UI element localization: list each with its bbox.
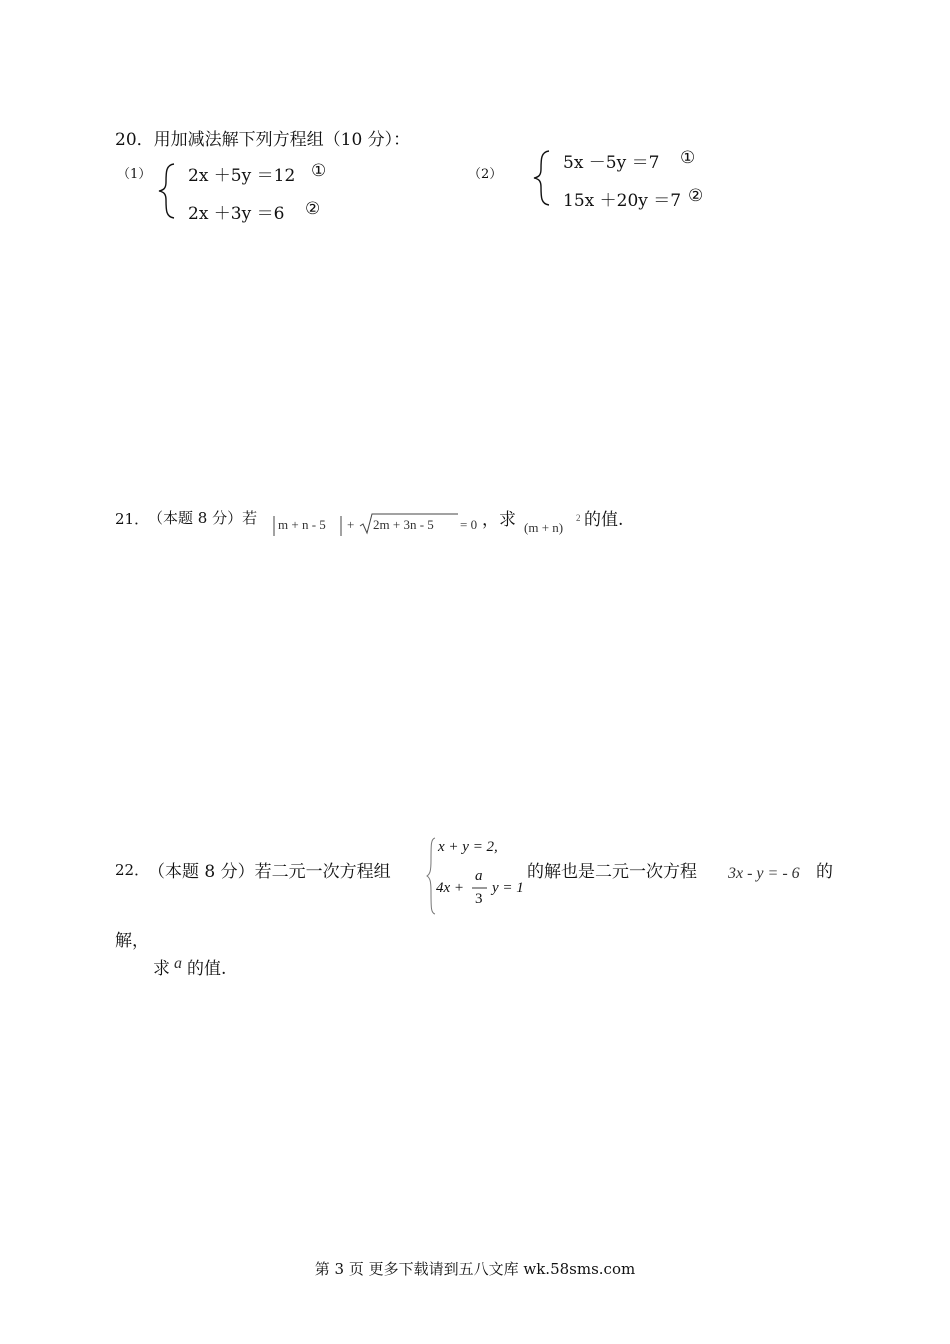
q21-plus: + [347, 517, 355, 532]
q20-part1-eq2-mark: ② [305, 199, 321, 219]
q22-line3-prefix: 求 [153, 959, 170, 979]
q22-fraction-denominator: 3 [475, 891, 483, 907]
q20-part1-eq1: 2x ＋5y ＝12 [188, 166, 296, 186]
q22-end-text: 的 [816, 862, 833, 882]
q22-system-eq1: x + y = 2, [438, 839, 498, 855]
q22-equation: 3x - y = - 6 [728, 865, 800, 882]
q22-line3-var: a [174, 955, 182, 972]
page-footer: 第 3 页 更多下载请到五八文库 wk.58sms.com [314, 1260, 636, 1278]
q22-fraction-bar [472, 887, 488, 889]
q21-abs-expr: m + n - 5 [278, 517, 326, 532]
q22-fraction-numerator: a [475, 868, 483, 884]
q22-points: （本题 8 分）若二元一次方程组 [148, 862, 391, 882]
q21-number: 21． [115, 510, 150, 528]
q21-tail: 的值. [584, 510, 624, 530]
q21-target-exponent: 2 [576, 513, 581, 523]
q21-comma-seek: ，求 [482, 510, 516, 530]
q20-part1-brace [156, 162, 180, 220]
q21-equals-zero: = 0 [460, 517, 478, 532]
q22-system-eq2-left: 4x + [436, 880, 465, 896]
q22-line2: 解， [115, 931, 149, 951]
q20-part2-eq1: 5x －5y ＝7 [563, 153, 660, 173]
q20-part2-brace [531, 149, 555, 207]
q20-part1-eq2: 2x ＋3y ＝6 [188, 204, 285, 224]
q22-system-eq2-right: y = 1 [492, 880, 524, 896]
q20-part1-label: （1） [117, 167, 152, 182]
q20-part1-eq1-mark: ① [311, 161, 327, 181]
q20-title: 20．用加减法解下列方程组（10 分）： [115, 130, 411, 150]
q20-part2-eq2: 15x ＋20y ＝7 [563, 191, 682, 211]
q22-middle-text: 的解也是二元一次方程 [527, 862, 697, 882]
q22-number: 22． [115, 861, 150, 879]
q21-target-expr: (m + n) [524, 520, 564, 535]
q21-points: （本题 8 分）若 [148, 509, 258, 527]
q20-part2-eq2-mark: ② [688, 186, 704, 206]
q20-part2-eq1-mark: ① [680, 148, 696, 168]
q20-part2-label: （2） [468, 167, 503, 182]
q22-system-brace [426, 836, 438, 916]
q22-line3-suffix: 的值. [187, 959, 227, 979]
q21-sqrt-expr: 2m + 3n - 5 [373, 517, 434, 532]
